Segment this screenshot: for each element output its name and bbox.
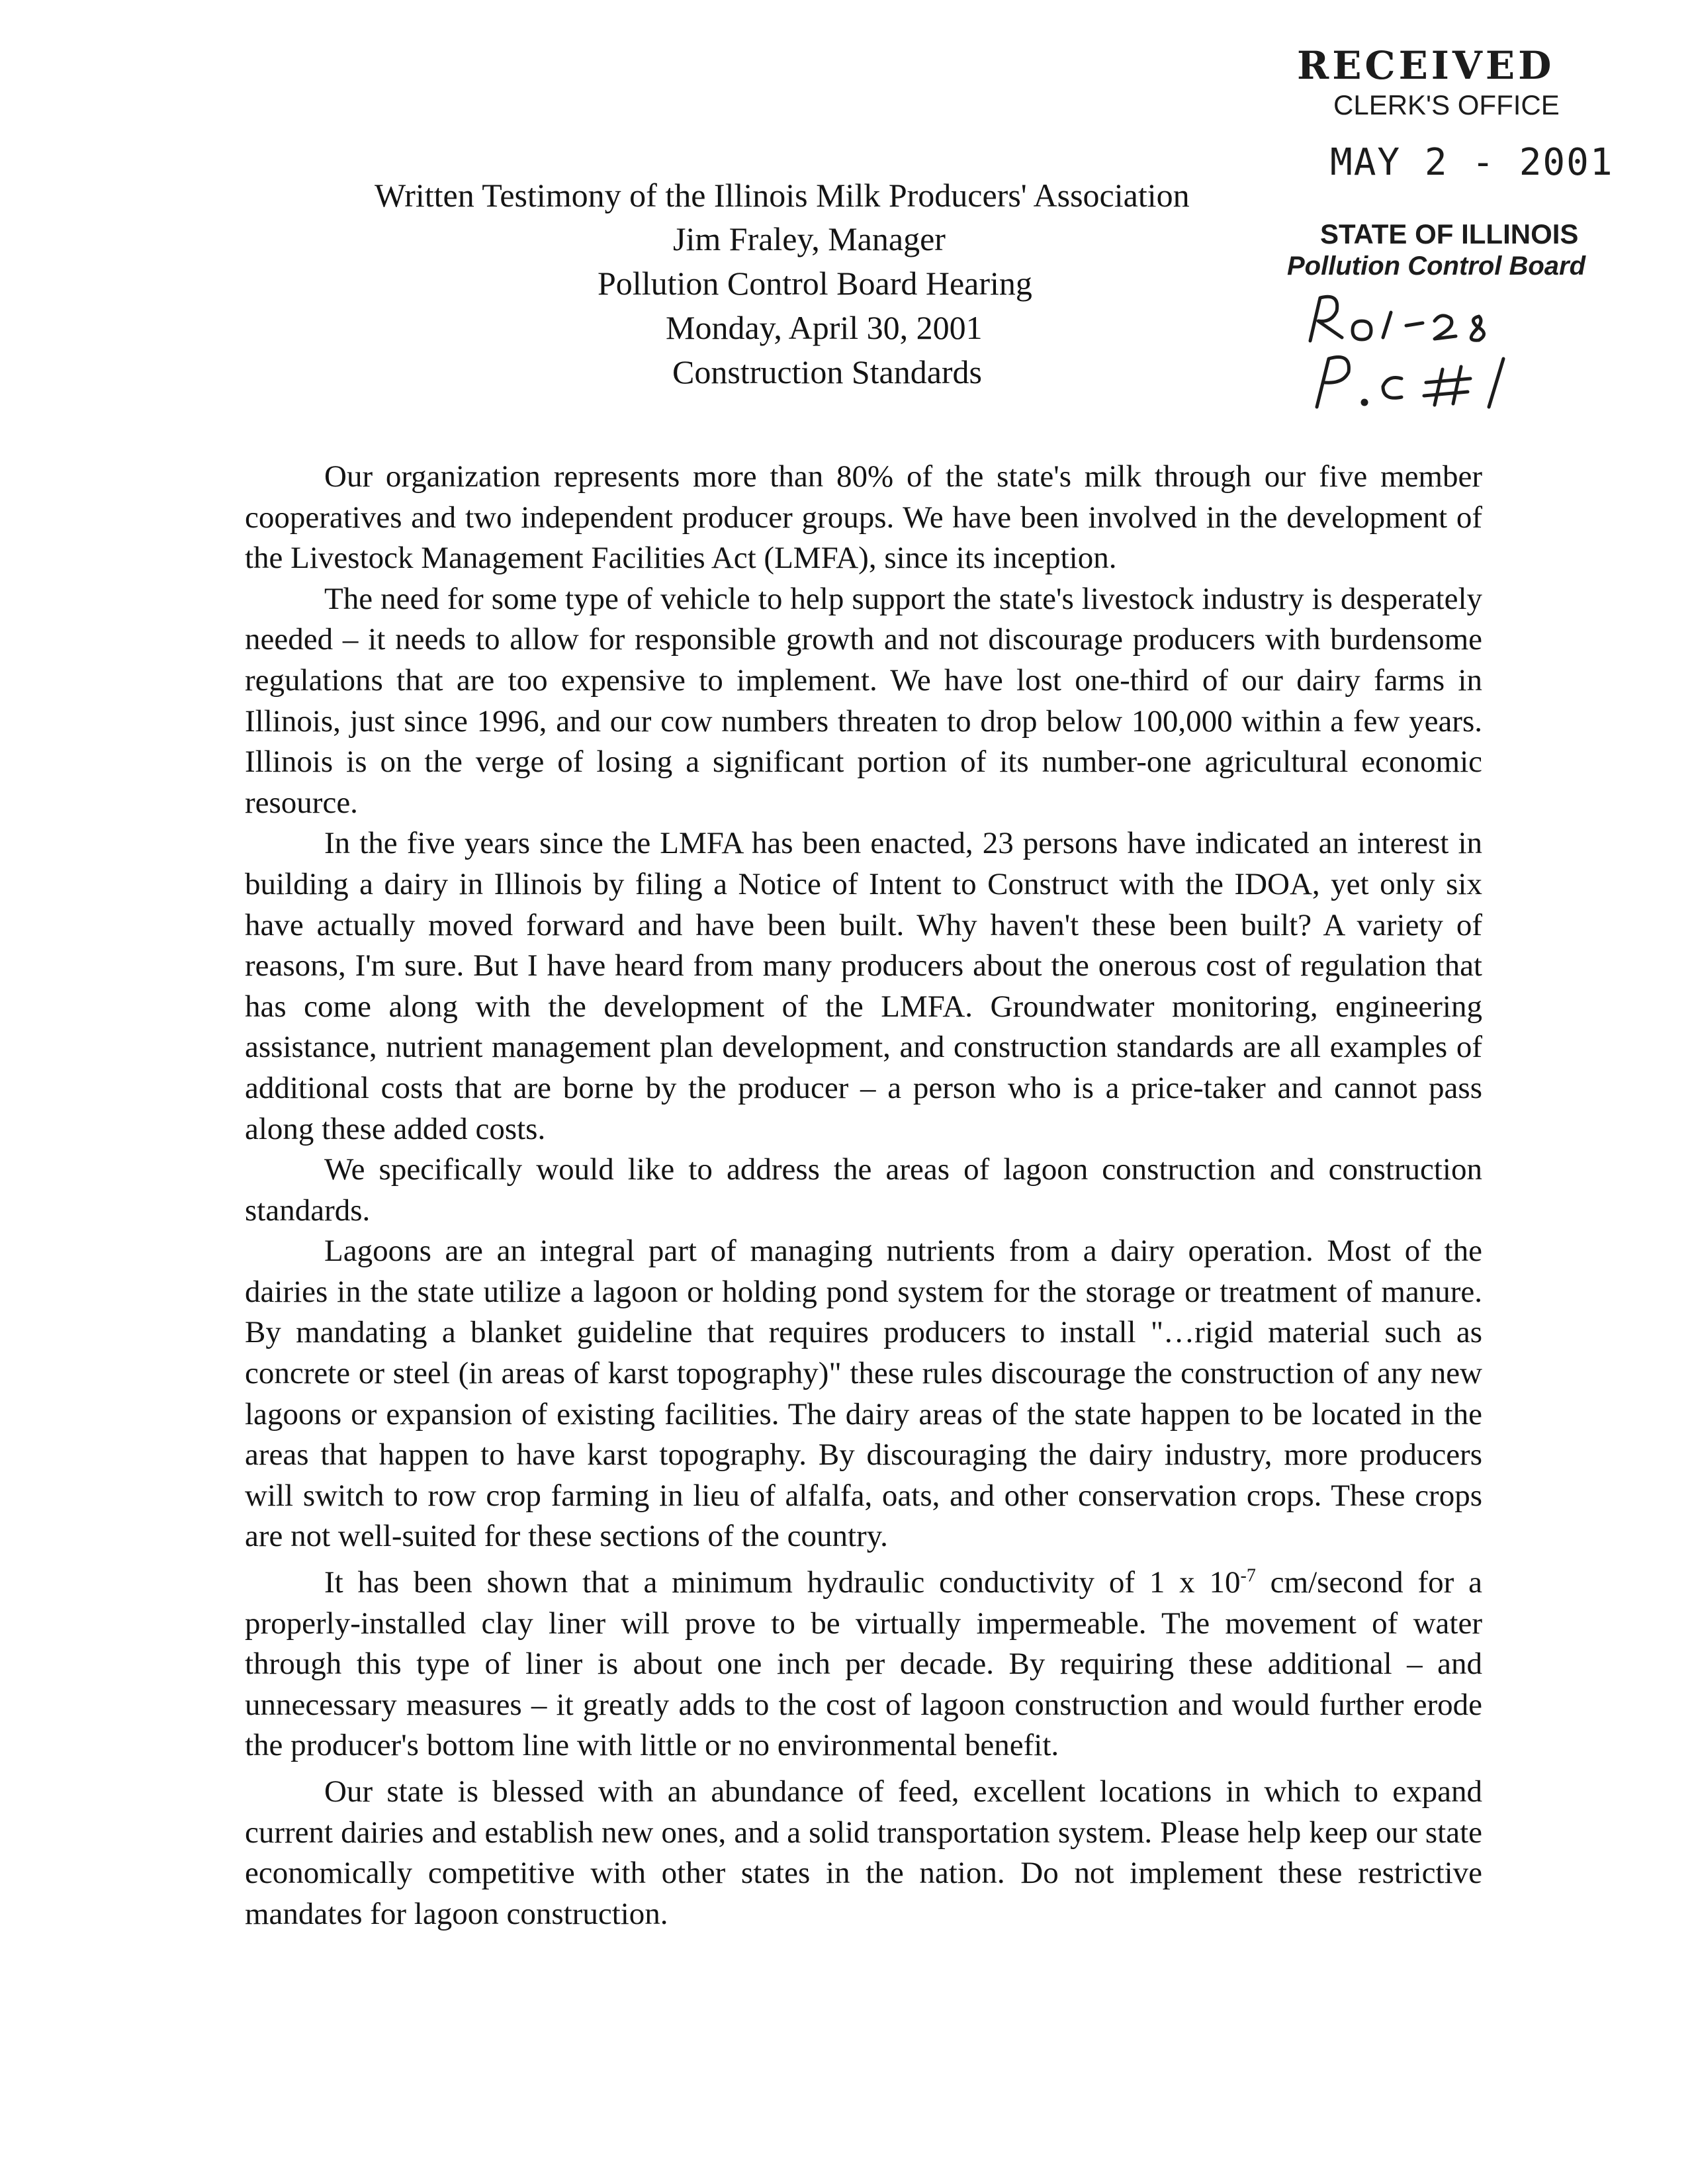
paragraph-organization: Our organization represents more than 80% of the state's milk through our five member cooperatives and two independent producer groups. We have been involved in the development of the Livestock Management Facilities Act (LMFA), since its inception.: [245, 459, 1482, 576]
stamp-board: Pollution Control Board: [1287, 251, 1586, 281]
conductivity-text-before: It has been shown that a minimum hydraulic conductivity of 1 x 10: [324, 1565, 1241, 1600]
handwritten-case-number-signature: [1290, 285, 1529, 417]
conductivity-exponent: -7: [1240, 1565, 1256, 1586]
heading-title: Written Testimony of the Illinois Milk Producers' Association: [375, 177, 1190, 214]
paragraph-conductivity: [245, 1563, 1482, 1766]
paragraph-lmfa-history: In the five years since the LMFA has been enacted, 23 persons have indicated an interest in building a dairy in Illinois by filing a Notice of Intent to Construct with the IDOA, yet only six have actually moved forward and have been built. Why haven't these been built? A variety of reasons, I'm sure. But I have heard from many producers about the onerous cost of regulation that has come along with the development of the LMFA. Groundwater monitoring, engineering assistance, nutrient management plan development, and construction standards are all examples of additional costs that are borne by the producer – a person who is a price-taker and cannot pass along these added costs.: [245, 826, 1482, 1146]
heading-hearing: Pollution Control Board Hearing: [598, 265, 1032, 302]
stamp-date: MAY 2 - 2001: [1330, 141, 1614, 184]
stamp-received-label: RECEIVED: [1297, 43, 1555, 88]
paragraph-conclusion: Our state is blessed with an abundance of feed, excellent locations in which to expand current dairies and establish new ones, and a solid transportation system. Please help keep our state economically competitive with other states in the nation. Do not implement these restrictive mandates for lagoon construction.: [245, 1774, 1482, 1931]
heading-author: Jim Fraley, Manager: [673, 220, 946, 257]
testimony-body: [245, 457, 1482, 1934]
received-stamp: [1257, 36, 1628, 407]
stamp-clerk-office: CLERK'S OFFICE: [1333, 89, 1560, 120]
stamp-state: STATE OF ILLINOIS: [1320, 218, 1579, 250]
paragraph-address-areas: We specifically would like to address the areas of lagoon construction and construction standards.: [245, 1152, 1482, 1228]
conductivity-text-after: cm/second for a properly-installed clay liner will prove to be virtually impermeable. The movement of water through this type of liner is about one inch per decade. By requiring these additional – and unnecessary measures – it greatly adds to the cost of lagoon construction and would further erode the producer's bottom line with little or no environmental benefit.: [245, 1565, 1482, 1763]
paragraph-lagoons: Lagoons are an integral part of managing nutrients from a dairy operation. Most of the dairies in the state utilize a lagoon or holding pond system for the storage or treatment of manure. By mandating a blanket guideline that requires producers to install "…rigid material such as concrete or steel (in areas of karst topography)" these rules discourage the construction of any new lagoons or expansion of existing facilities. The dairy areas of the state happen to be located in the areas that happen to have karst topography. By discouraging the dairy industry, more producers will switch to row crop farming in lieu of alfalfa, oats, and other conservation crops. These crops are not well-suited for these sections of the country.: [245, 1234, 1482, 1554]
heading-date: Monday, April 30, 2001: [666, 309, 983, 346]
heading-subject: Construction Standards: [672, 353, 983, 390]
paragraph-need: The need for some type of vehicle to help support the state's livestock industry is desperately needed – it needs to allow for responsible growth and not discourage producers with burdensome regulations that are too expensive to implement. We have lost one-third of our dairy farms in Illinois, just since 1996, and our cow numbers threaten to drop below 100,000 within a few years. Illinois is on the verge of losing a significant portion of its number-one agricultural economic resource.: [245, 581, 1482, 820]
